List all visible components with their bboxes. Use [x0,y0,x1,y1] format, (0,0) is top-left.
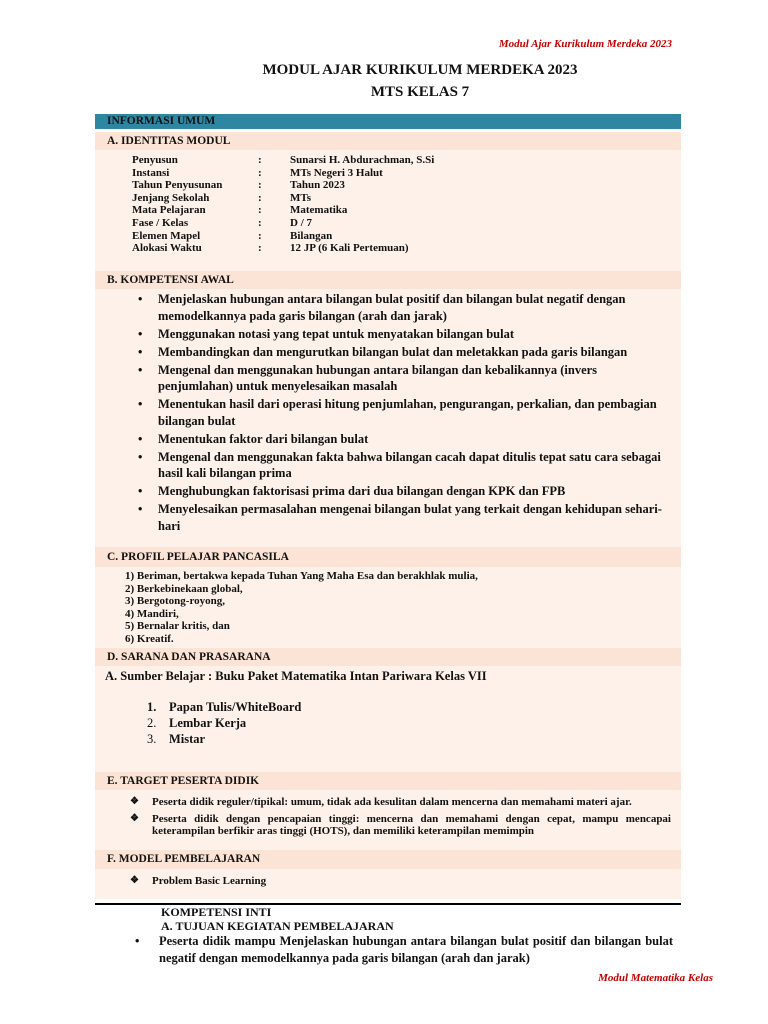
section-kompetensi-awal-heading: B. KOMPETENSI AWAL [95,271,681,289]
ident-row: Elemen Mapel : Bilangan [132,229,333,242]
section-identitas-body [95,150,681,271]
section-profil-body [95,567,681,648]
list-item: 2. Lembar Kerja [147,716,247,730]
list-item: ❖ Problem Basic Learning [130,875,671,888]
list-item: 5) Bernalar kritis, dan [125,620,230,633]
ident-row: Instansi : MTs Negeri 3 Halut [132,166,383,179]
section-model-body [95,869,681,899]
list-item: 1) Beriman, bertakwa kepada Tuhan Yang Maha Esa dan berakhlak mulia, [125,570,478,582]
list-item: 2) Berkebinekaan global, [125,582,243,595]
sumber-belajar: A. Sumber Belajar : Buku Paket Matematika Intan Pariwara Kelas VII [105,669,487,683]
document-title: MODUL AJAR KURIKULUM MERDEKA 2023 [262,62,578,78]
section-kompetensi-awal-body [95,289,681,547]
list-item: • Menyelesaikan permasalahan mengenai bilangan bulat yang terkait dengan kehidupan sehari-hari [138,501,671,534]
list-item: 3) Bergotong-royong, [125,595,226,608]
ident-row: Mata Pelajaran : Matematika [132,204,348,217]
section-sarana-body [95,666,681,772]
running-header: Modul Ajar Kurikulum Merdeka 2023 [498,38,672,50]
list-item: 4) Mandiri, [125,607,179,620]
ident-row: Fase / Kelas : D / 7 [132,216,312,229]
tujuan-heading: A. TUJUAN KEGIATAN PEMBELAJARAN [161,919,394,933]
list-item: • Mengenal dan menggunakan fakta bahwa bilangan cacah dapat ditulis tepat satu cara sebagai hasil kali bilangan prima [138,449,671,482]
list-item: ❖ Peserta didik dengan pencapaian tinggi: mencerna dan memahami dengan cepat, mampu mencapai keterampilan berfikir aras tinggi (HOTS), dan memiliki keterampilan memimpin [130,813,671,838]
section-target-heading: E. TARGET PESERTA DIDIK [95,772,681,790]
list-item: • Menghubungkan faktorisasi prima dari dua bilangan dengan KPK dan FPB [138,483,671,500]
list-item: • Mengenal dan menggunakan hubungan antara bilangan dan kebalikannya (invers penjumlahan) untuk menyelesaikan masalah [138,362,671,395]
informasi-umum-bar: INFORMASI UMUM [95,114,681,129]
list-item: 1. Papan Tulis/WhiteBoard [147,700,302,714]
list-item: • Menjelaskan hubungan antara bilangan bulat positif dan bilangan bulat negatif dengan memodelkannya pada garis bilangan (arah dan jarak) [138,291,671,324]
list-item: • Menentukan hasil dari operasi hitung penjumlahan, pengurangan, perkalian, dan pembagian bilangan bulat [138,396,671,429]
ident-row: Penyusun : Sunarsi H. Abdurachman, S.Si [132,154,435,166]
ident-row: Tahun Penyusunan : Tahun 2023 [132,179,345,192]
section-identitas-heading: A. IDENTITAS MODUL [95,132,681,150]
section-profil-heading: C. PROFIL PELAJAR PANCASILA [95,547,681,567]
kompetensi-inti-heading: KOMPETENSI INTI [161,905,272,919]
section-target-body [95,790,681,850]
list-item: • Menentukan faktor dari bilangan bulat [138,431,671,448]
list-item: • Membandingkan dan mengurutkan bilangan bulat dan meletakkan pada garis bilangan [138,344,671,361]
tujuan-item: • Peserta didik mampu Menjelaskan hubungan antara bilangan bulat positif dan bilangan bulat negatif dengan memodelkannya pada garis bilangan (arah dan jarak) [135,934,673,965]
document-subtitle: MTS KELAS 7 [370,84,470,100]
ident-row: Alokasi Waktu : 12 JP (6 Kali Pertemuan) [132,242,409,255]
module-table [95,114,681,899]
list-item: • Menggunakan notasi yang tepat untuk menyatakan bilangan bulat [138,326,671,343]
section-model-heading: F. MODEL PEMBELAJARAN [95,850,681,869]
ident-row: Jenjang Sekolah : MTs [132,191,311,204]
list-item: 3. Mistar [147,732,206,746]
list-item: ❖ Peserta didik reguler/tipikal: umum, tidak ada kesulitan dalam mencerna dan memahami materi ajar. [130,796,671,809]
running-footer: Modul Matematika Kelas [598,972,713,984]
list-item: 6) Kreatif. [125,632,174,645]
section-sarana-heading: D. SARANA DAN PRASARANA [95,648,681,666]
